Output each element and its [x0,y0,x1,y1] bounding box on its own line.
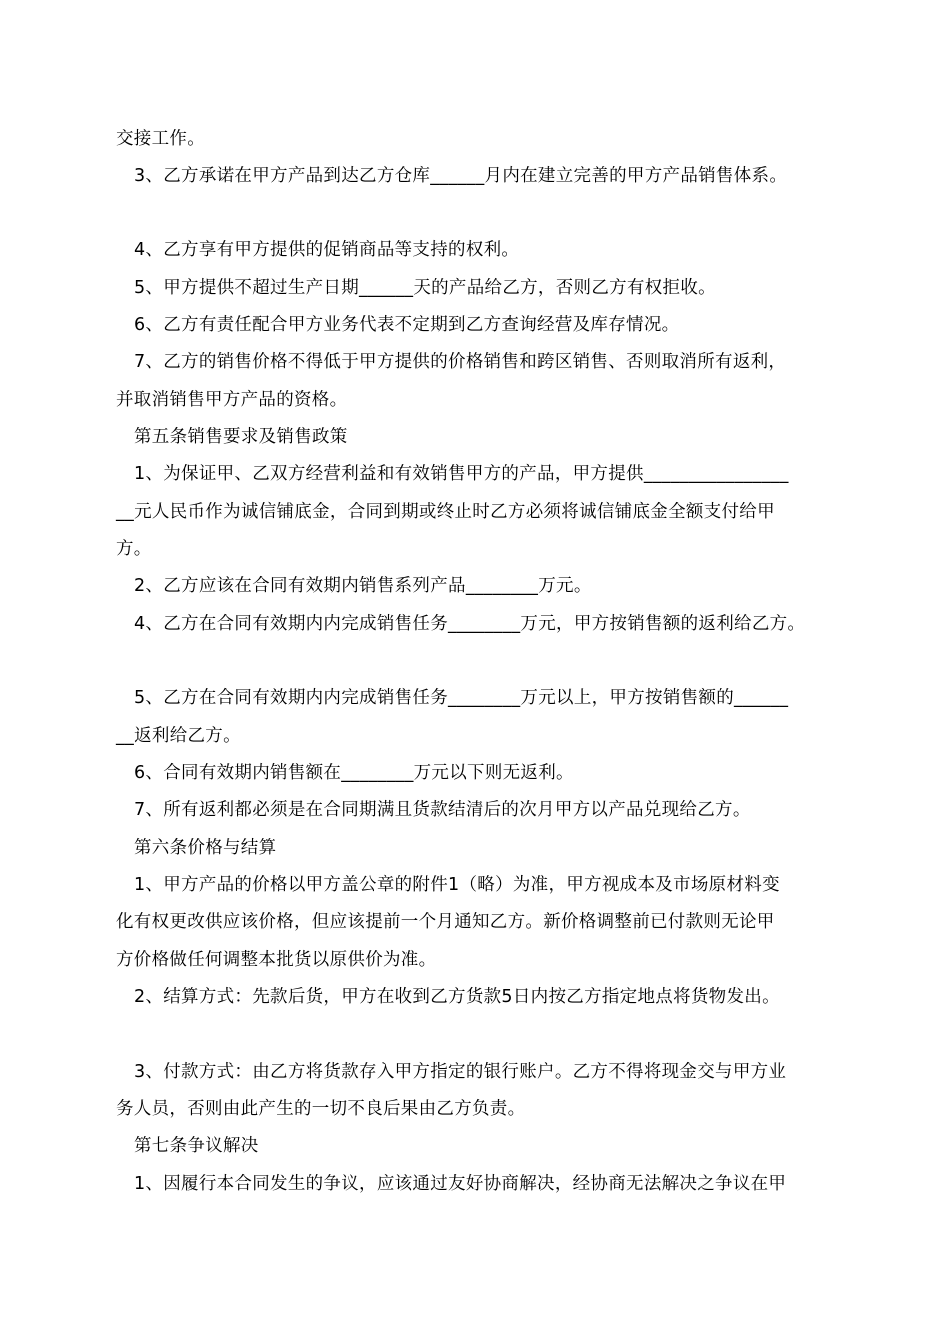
text-line: 6、合同有效期内销售额在________万元以下则无返利。 [134,763,574,783]
section-heading: 第五条销售要求及销售政策 [134,427,348,447]
text-line: 方。 [116,539,152,559]
text-line: 2、结算方式：先款后货，甲方在收到乙方货款5日内按乙方指定地点将货物发出。 [134,987,780,1007]
text-line: 5、甲方提供不超过生产日期______天的产品给乙方，否则乙方有权拒收。 [134,278,716,298]
text-line: 6、乙方有责任配合甲方业务代表不定期到乙方查询经营及库存情况。 [134,315,680,335]
text-line: 务人员，否则由此产生的一切不良后果由乙方负责。 [116,1099,526,1119]
text-line: 交接工作。 [116,129,205,149]
text-line: __元人民币作为诚信铺底金，合同到期或终止时乙方必须将诚信铺底金全额支付给甲 [116,502,775,522]
text-line: 化有权更改供应该价格，但应该提前一个月通知乙方。新价格调整前已付款则无论甲 [116,912,775,932]
text-line: 2、乙方应该在合同有效期内销售系列产品________万元。 [134,576,592,596]
text-line: 并取消销售甲方产品的资格。 [116,390,348,410]
text-line: 7、乙方的销售价格不得低于甲方提供的价格销售和跨区销售、否则取消所有返利， [134,352,787,372]
text-line: 1、为保证甲、乙双方经营利益和有效销售甲方的产品，甲方提供________________ [134,464,789,484]
text-line: 1、因履行本合同发生的争议，应该通过友好协商解决，经协商无法解决之争议在甲 [134,1174,787,1194]
text-line: 3、乙方承诺在甲方产品到达乙方仓库______月内在建立完善的甲方产品销售体系。 [134,166,788,186]
text-line: 1、甲方产品的价格以甲方盖公章的附件1（略）为准，甲方视成本及市场原材料变 [134,875,780,895]
text-line: 3、付款方式：由乙方将货款存入甲方指定的银行账户。乙方不得将现金交与甲方业 [134,1062,787,1082]
section-heading: 第七条争议解决 [134,1136,259,1156]
text-line: 4、乙方在合同有效期内内完成销售任务________万元，甲方按销售额的返利给乙方。 [134,614,806,634]
text-line: 方价格做任何调整本批货以原供价为准。 [116,950,437,970]
text-line: 4、乙方享有甲方提供的促销商品等支持的权利。 [134,240,520,260]
text-line: 7、所有返利都必须是在合同期满且货款结清后的次月甲方以产品兑现给乙方。 [134,800,751,820]
text-line: 5、乙方在合同有效期内内完成销售任务________万元以上，甲方按销售额的______ [134,688,789,708]
section-heading: 第六条价格与结算 [134,838,277,858]
text-line: __返利给乙方。 [116,726,241,746]
